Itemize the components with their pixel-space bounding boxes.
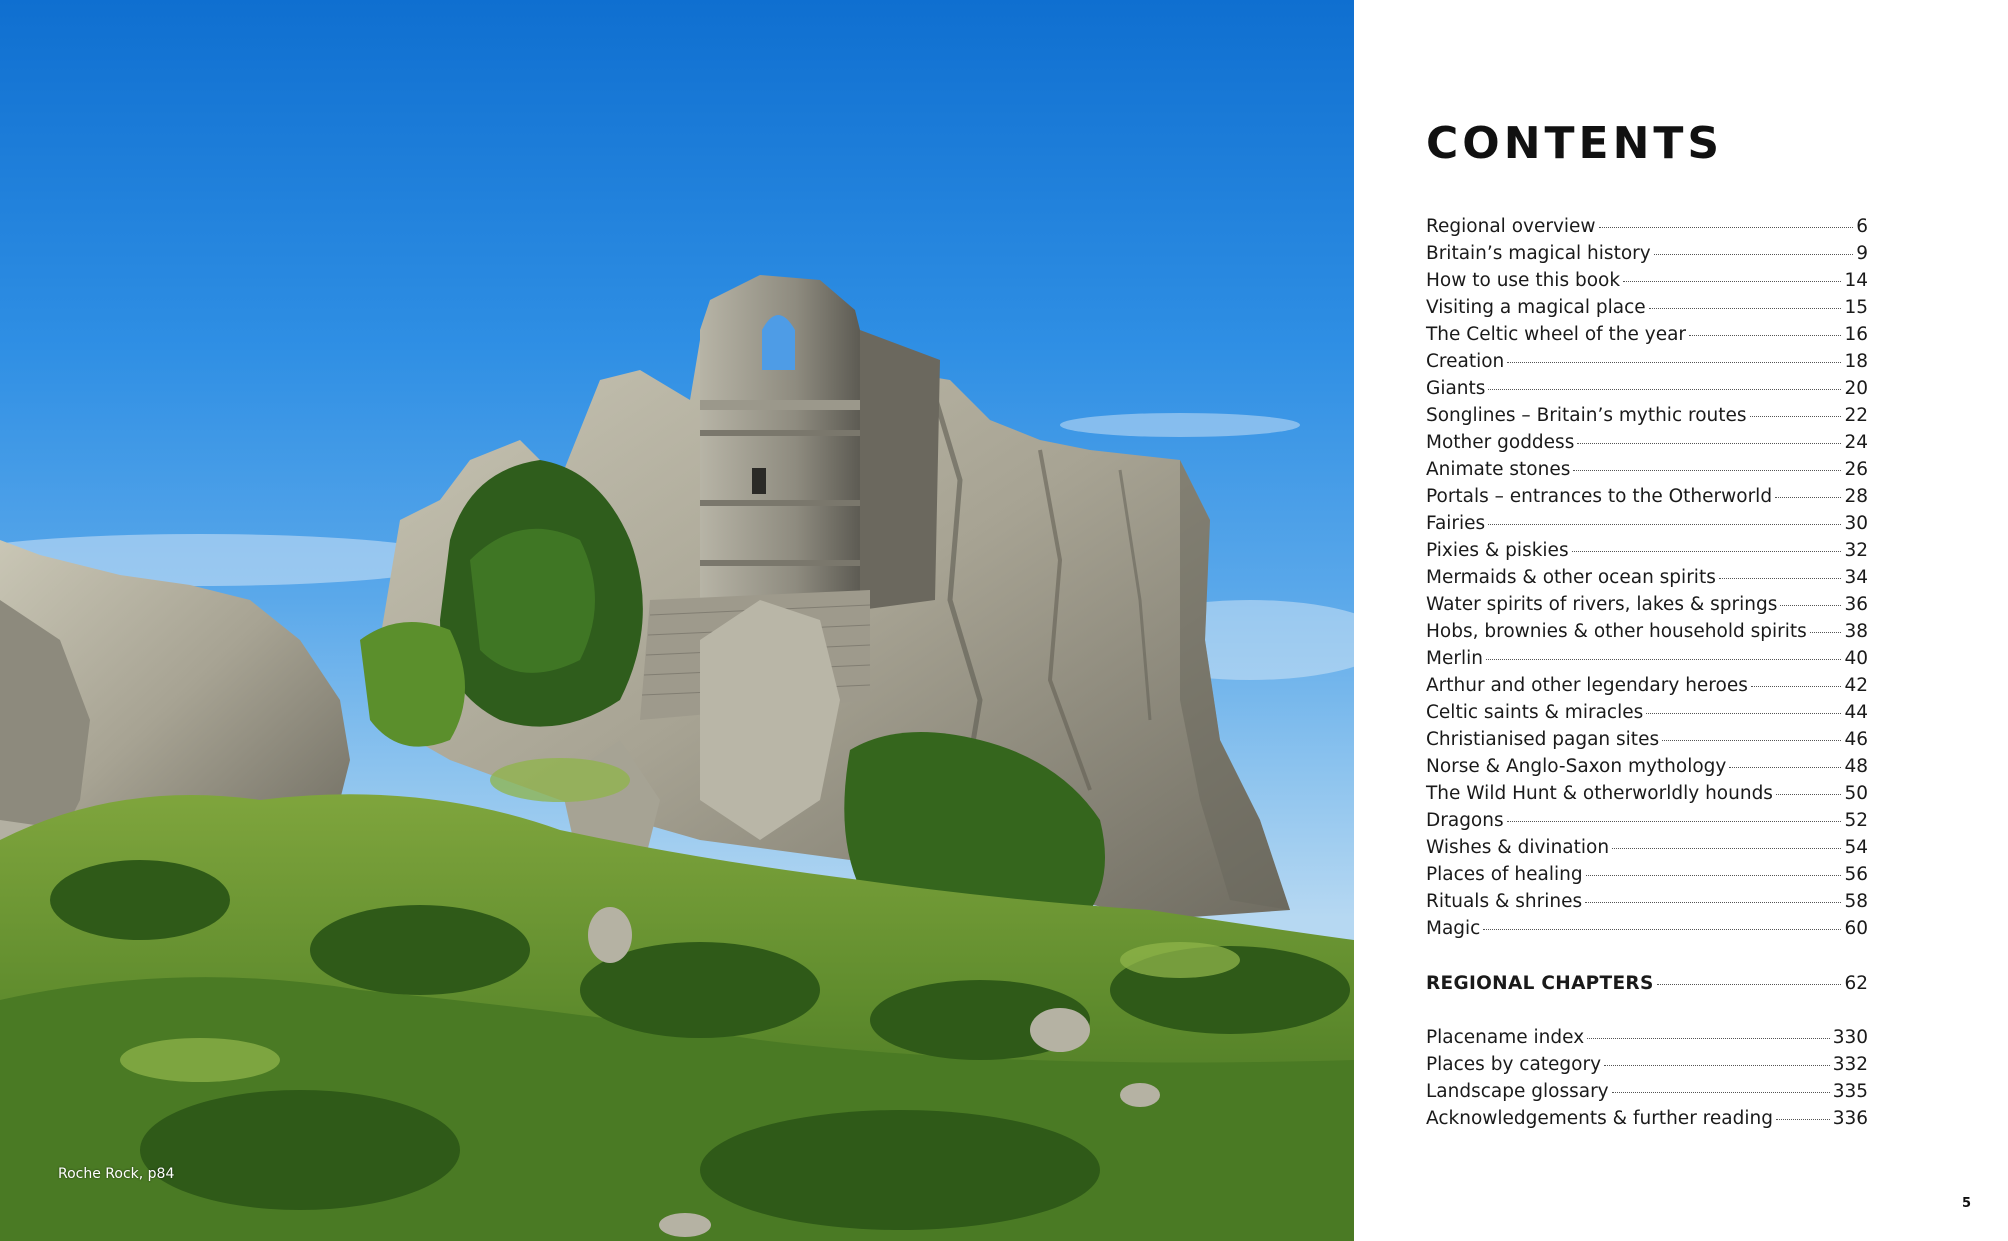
toc-entry[interactable] bbox=[1426, 486, 1868, 513]
toc-entry-label: REGIONAL CHAPTERS bbox=[1426, 973, 1654, 994]
toc-entry-page: 24 bbox=[1844, 432, 1868, 453]
page-number: 5 bbox=[1962, 1196, 1972, 1211]
toc-section-heading[interactable] bbox=[1426, 973, 1868, 1000]
dot-leader bbox=[1488, 524, 1841, 525]
toc-entry-page: 50 bbox=[1844, 783, 1868, 804]
toc-entry-label: Mother goddess bbox=[1426, 432, 1575, 453]
dot-leader bbox=[1587, 1038, 1830, 1039]
toc-entry[interactable] bbox=[1426, 405, 1868, 432]
toc-entry-label: Animate stones bbox=[1426, 459, 1571, 480]
toc-entry-label: Landscape glossary bbox=[1426, 1081, 1609, 1102]
dot-leader bbox=[1585, 902, 1841, 903]
toc-entry-page: 16 bbox=[1844, 324, 1868, 345]
toc-entry[interactable] bbox=[1426, 783, 1868, 810]
dot-leader bbox=[1483, 929, 1841, 930]
toc-entry-label: Regional overview bbox=[1426, 216, 1596, 237]
toc-entry-page: 48 bbox=[1844, 756, 1868, 777]
dot-leader bbox=[1599, 227, 1854, 228]
toc-entry[interactable] bbox=[1426, 864, 1868, 891]
toc-entry-label: Portals – entrances to the Otherworld bbox=[1426, 486, 1773, 507]
toc-entry[interactable] bbox=[1426, 837, 1868, 864]
toc-entry-page: 18 bbox=[1844, 351, 1868, 372]
toc-entry-label: Songlines – Britain’s mythic routes bbox=[1426, 405, 1747, 426]
toc-entry-label: Arthur and other legendary heroes bbox=[1426, 675, 1748, 696]
toc-entry[interactable] bbox=[1426, 675, 1868, 702]
toc-entry[interactable] bbox=[1426, 324, 1868, 351]
toc-entry-page: 9 bbox=[1856, 243, 1868, 264]
toc-entry-page: 38 bbox=[1844, 621, 1868, 642]
dot-leader bbox=[1780, 605, 1841, 606]
dot-leader bbox=[1612, 848, 1841, 849]
toc-entry-label: Places by category bbox=[1426, 1054, 1602, 1075]
dot-leader bbox=[1586, 875, 1842, 876]
toc-entry-label: The Celtic wheel of the year bbox=[1426, 324, 1687, 345]
toc-entry-page: 6 bbox=[1856, 216, 1868, 237]
toc-entry[interactable] bbox=[1426, 621, 1868, 648]
toc-entry-label: Visiting a magical place bbox=[1426, 297, 1646, 318]
toc-entry[interactable] bbox=[1426, 1027, 1868, 1054]
dot-leader bbox=[1751, 686, 1842, 687]
toc-entry-page: 40 bbox=[1844, 648, 1868, 669]
toc-entry-page: 54 bbox=[1844, 837, 1868, 858]
dot-leader bbox=[1623, 281, 1841, 282]
toc-entry-page: 56 bbox=[1844, 864, 1868, 885]
toc-entry-label: How to use this book bbox=[1426, 270, 1621, 291]
toc-entry[interactable] bbox=[1426, 351, 1868, 378]
toc-entry[interactable] bbox=[1426, 891, 1868, 918]
toc-entry-label: Creation bbox=[1426, 351, 1505, 372]
toc-entry[interactable] bbox=[1426, 729, 1868, 756]
toc-entry[interactable] bbox=[1426, 378, 1868, 405]
toc-entry[interactable] bbox=[1426, 648, 1868, 675]
toc-entry[interactable] bbox=[1426, 594, 1868, 621]
toc-entry[interactable] bbox=[1426, 459, 1868, 486]
toc-entry-page: 14 bbox=[1844, 270, 1868, 291]
dot-leader bbox=[1507, 362, 1841, 363]
photo-caption: Roche Rock, p84 bbox=[58, 1166, 175, 1182]
toc-entry-label: Fairies bbox=[1426, 513, 1486, 534]
toc-entry-label: Water spirits of rivers, lakes & springs bbox=[1426, 594, 1778, 615]
dot-leader bbox=[1729, 767, 1841, 768]
dot-leader bbox=[1604, 1065, 1830, 1066]
contents-title: CONTENTS bbox=[1426, 118, 1724, 169]
toc-entry-label: Dragons bbox=[1426, 810, 1504, 831]
toc-entry-page: 46 bbox=[1844, 729, 1868, 750]
toc-entry[interactable] bbox=[1426, 810, 1868, 837]
toc-entry[interactable] bbox=[1426, 1054, 1868, 1081]
dot-leader bbox=[1654, 254, 1854, 255]
dot-leader bbox=[1572, 551, 1842, 552]
toc-entry-page: 44 bbox=[1844, 702, 1868, 723]
toc-entry-page: 336 bbox=[1832, 1108, 1868, 1129]
dot-leader bbox=[1719, 578, 1842, 579]
toc-entry-page: 58 bbox=[1844, 891, 1868, 912]
toc-entry-label: Christianised pagan sites bbox=[1426, 729, 1660, 750]
dot-leader bbox=[1776, 794, 1842, 795]
dot-leader bbox=[1657, 984, 1842, 985]
toc-regional bbox=[1426, 973, 1868, 1000]
dot-leader bbox=[1649, 308, 1842, 309]
toc-entry[interactable] bbox=[1426, 270, 1868, 297]
toc-entry[interactable] bbox=[1426, 297, 1868, 324]
toc-entry-label: Celtic saints & miracles bbox=[1426, 702, 1644, 723]
toc-entry[interactable] bbox=[1426, 702, 1868, 729]
toc-entry-page: 32 bbox=[1844, 540, 1868, 561]
toc-entry[interactable] bbox=[1426, 540, 1868, 567]
toc-entry-label: The Wild Hunt & otherworldly hounds bbox=[1426, 783, 1773, 804]
dot-leader bbox=[1646, 713, 1841, 714]
toc-entry-label: Mermaids & other ocean spirits bbox=[1426, 567, 1716, 588]
toc-entry-label: Places of healing bbox=[1426, 864, 1583, 885]
toc-entry-page: 15 bbox=[1844, 297, 1868, 318]
toc-entry-page: 330 bbox=[1832, 1027, 1868, 1048]
toc-entry[interactable] bbox=[1426, 756, 1868, 783]
toc-entry-page: 30 bbox=[1844, 513, 1868, 534]
toc-list bbox=[1426, 216, 1868, 945]
dot-leader bbox=[1662, 740, 1841, 741]
toc-entry-page: 62 bbox=[1844, 973, 1868, 994]
dot-leader bbox=[1488, 389, 1841, 390]
toc-entry-label: Pixies & piskies bbox=[1426, 540, 1569, 561]
toc-entry-page: 332 bbox=[1832, 1054, 1868, 1075]
dot-leader bbox=[1810, 632, 1842, 633]
toc-entry-page: 335 bbox=[1832, 1081, 1868, 1102]
dot-leader bbox=[1775, 497, 1841, 498]
dot-leader bbox=[1573, 470, 1841, 471]
toc-entry-label: Giants bbox=[1426, 378, 1486, 399]
toc-entry-page: 26 bbox=[1844, 459, 1868, 480]
toc-entry-label: Hobs, brownies & other household spirits bbox=[1426, 621, 1807, 642]
toc-entry-label: Merlin bbox=[1426, 648, 1483, 669]
toc-entry-label: Britain’s magical history bbox=[1426, 243, 1651, 264]
toc-entry-page: 36 bbox=[1844, 594, 1868, 615]
toc-entry[interactable] bbox=[1426, 432, 1868, 459]
dot-leader bbox=[1612, 1092, 1830, 1093]
toc-entry[interactable] bbox=[1426, 918, 1868, 945]
toc-entry-label: Placename index bbox=[1426, 1027, 1585, 1048]
toc-entry[interactable] bbox=[1426, 567, 1868, 594]
toc-entry-label: Wishes & divination bbox=[1426, 837, 1610, 858]
toc-entry-page: 42 bbox=[1844, 675, 1868, 696]
toc-entry-label: Norse & Anglo-Saxon mythology bbox=[1426, 756, 1727, 777]
toc-entry-page: 28 bbox=[1844, 486, 1868, 507]
toc-entry-page: 20 bbox=[1844, 378, 1868, 399]
toc-entry[interactable] bbox=[1426, 1081, 1868, 1108]
toc-entry[interactable] bbox=[1426, 216, 1868, 243]
dot-leader bbox=[1750, 416, 1842, 417]
dot-leader bbox=[1776, 1119, 1830, 1120]
toc-entry-page: 22 bbox=[1844, 405, 1868, 426]
toc-entry-page: 52 bbox=[1844, 810, 1868, 831]
dot-leader bbox=[1577, 443, 1841, 444]
toc-entry-label: Magic bbox=[1426, 918, 1481, 939]
toc-entry[interactable] bbox=[1426, 1108, 1868, 1135]
toc-entry-page: 34 bbox=[1844, 567, 1868, 588]
toc-entry-label: Acknowledgements & further reading bbox=[1426, 1108, 1773, 1129]
toc-entry[interactable] bbox=[1426, 513, 1868, 540]
dot-leader bbox=[1689, 335, 1841, 336]
toc-entry[interactable] bbox=[1426, 243, 1868, 270]
dot-leader bbox=[1486, 659, 1841, 660]
toc-entry-label: Rituals & shrines bbox=[1426, 891, 1583, 912]
dot-leader bbox=[1507, 821, 1842, 822]
toc-entry-page: 60 bbox=[1844, 918, 1868, 939]
toc-back-matter bbox=[1426, 1027, 1868, 1135]
